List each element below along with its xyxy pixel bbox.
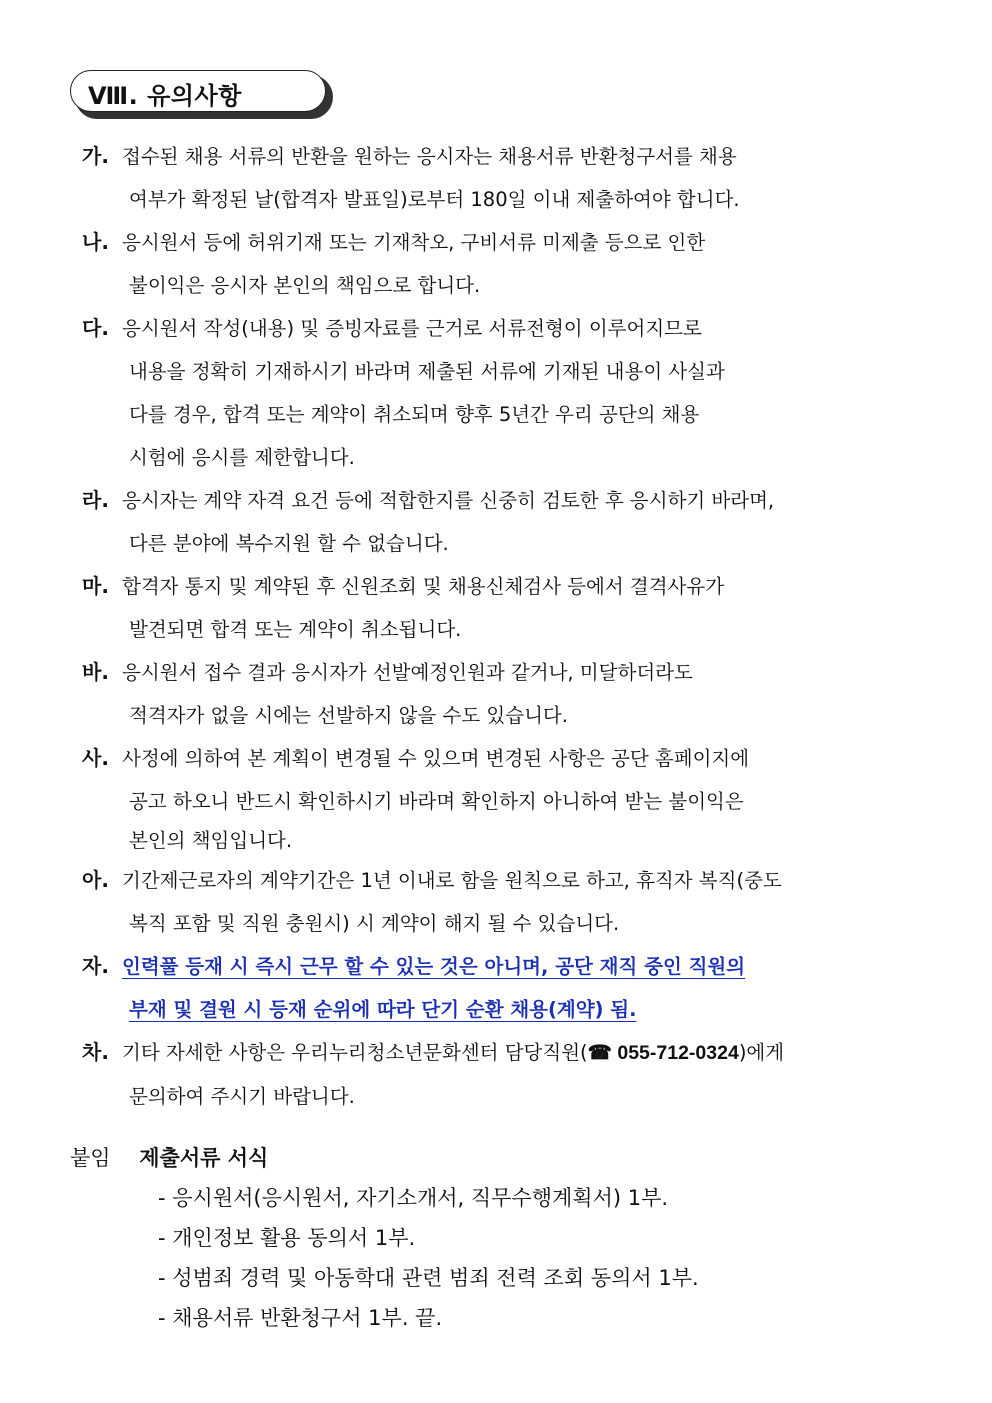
item-line: 기간제근로자의 계약기간은 1년 이내로 함을 원칙으로 하고, 휴직자 복직(중도	[122, 869, 782, 892]
item-line: 사정에 의하여 본 계획이 변경될 수 있으며 변경된 사항은 공단 홈페이지에	[122, 747, 750, 770]
item-label: 바.	[82, 660, 109, 684]
notice-item-ja	[82, 945, 942, 1031]
notice-item-sa	[82, 737, 942, 859]
attachment-item: - 성범죄 경력 및 아동학대 관련 범죄 전력 조회 동의서 1부.	[158, 1266, 699, 1290]
notice-item-da	[82, 307, 942, 479]
item-line: 응시자는 계약 자격 요건 등에 적합한지를 신중히 검토한 후 응시하기 바라며,	[122, 489, 775, 512]
notice-item-na	[82, 221, 942, 307]
item-label: 아.	[82, 868, 109, 892]
attachment-item: - 응시원서(응시원서, 자기소개서, 직무수행계획서) 1부.	[158, 1186, 669, 1210]
attachment-header	[70, 1138, 930, 1178]
attachment-item: - 개인정보 활용 동의서 1부.	[158, 1226, 416, 1250]
attachment-title: 제출서류 서식	[139, 1146, 269, 1170]
attachment-label: 붙임	[70, 1146, 111, 1170]
section-title: Ⅷ. 유의사항	[88, 82, 242, 110]
item-line-wrap	[82, 988, 942, 1031]
item-line: 응시원서 접수 결과 응시자가 선발예정인원과 같거나, 미달하더라도	[122, 661, 693, 684]
attachment-item: - 채용서류 반환청구서 1부. 끝.	[158, 1306, 443, 1330]
item-line: 적격자가 없을 시에는 선발하지 않을 수도 있습니다.	[129, 704, 568, 727]
item-label: 나.	[82, 230, 109, 254]
item-line: 문의하여 주시기 바랍니다.	[129, 1085, 355, 1108]
item-line: 본인의 책임입니다.	[129, 829, 293, 852]
item-line-wrap	[82, 945, 942, 988]
notice-item-ba	[82, 651, 942, 737]
item-line: 다를 경우, 합격 또는 계약이 취소되며 향후 5년간 우리 공단의 채용	[129, 403, 700, 426]
item-line: 불이익은 응시자 본인의 책임으로 합니다.	[129, 274, 481, 297]
notice-item-ra	[82, 479, 942, 565]
item-line: 합격자 통지 및 계약된 후 신원조회 및 채용신체검사 등에서 결격사유가	[122, 575, 725, 598]
notice-item-ga	[82, 135, 942, 221]
item-label: 다.	[82, 316, 109, 340]
highlighted-notice: 인력풀 등재 시 즉시 근무 할 수 있는 것은 아니며, 공단 재직 중인 직원의	[122, 955, 746, 978]
item-line: 여부가 확정된 날(합격자 발표일)로부터 180일 이내 제출하여야 합니다.	[129, 188, 740, 211]
highlighted-notice: 부재 및 결원 시 등재 순위에 따라 단기 순환 채용(계약) 됨.	[129, 998, 637, 1021]
item-label: 사.	[82, 746, 109, 770]
item-line: 시험에 응시를 제한합니다.	[129, 446, 355, 469]
notice-item-ma	[82, 565, 942, 651]
item-line: 다른 분야에 복수지원 할 수 없습니다.	[129, 532, 449, 555]
item-label: 라.	[82, 488, 109, 512]
notice-item-a	[82, 859, 942, 945]
notice-list	[82, 135, 942, 1118]
item-label: 차.	[82, 1040, 109, 1064]
item-line: 응시원서 작성(내용) 및 증빙자료를 근거로 서류전형이 이루어지므로	[122, 317, 702, 340]
item-line: 응시원서 등에 허위기재 또는 기재착오, 구비서류 미제출 등으로 인한	[122, 231, 706, 254]
contact-text: 기타 자세한 사항은 우리누리청소년문화센터 담당직원(	[122, 1041, 588, 1064]
phone-number: ☎ 055-712-0324	[587, 1042, 739, 1064]
item-line: 발견되면 합격 또는 계약이 취소됩니다.	[129, 618, 462, 641]
attachment-section	[70, 1138, 930, 1338]
notice-item-cha	[82, 1031, 942, 1118]
section-header	[70, 70, 332, 118]
item-line: 내용을 정확히 기재하시기 바라며 제출된 서류에 기재된 내용이 사실과	[129, 360, 725, 383]
item-label: 자.	[82, 954, 109, 978]
item-line-wrap	[82, 1031, 942, 1075]
contact-suffix: )에게	[738, 1041, 785, 1064]
item-line: 복직 포함 및 직원 충원시) 시 계약이 해지 될 수 있습니다.	[129, 912, 620, 935]
item-line: 접수된 채용 서류의 반환을 원하는 응시자는 채용서류 반환청구서를 채용	[122, 145, 737, 168]
item-label: 가.	[82, 144, 109, 168]
item-label: 마.	[82, 574, 109, 598]
item-line: 공고 하오니 반드시 확인하시기 바라며 확인하지 아니하여 받는 불이익은	[129, 790, 744, 813]
